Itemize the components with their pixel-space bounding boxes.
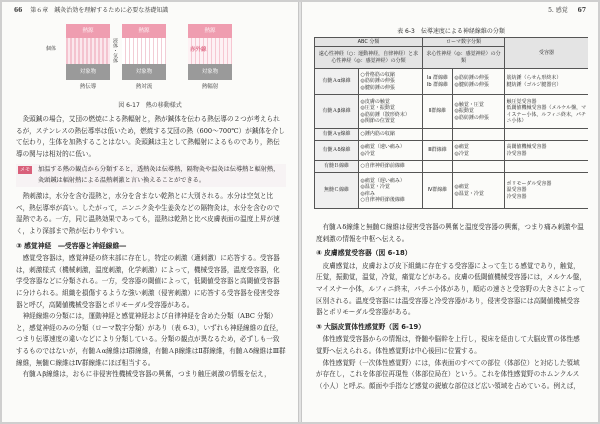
abc-cell: ◎痛覚（速い痛み） ◎冷覚 [359, 141, 423, 161]
receptor-cell: ポリモーダル受容器 温受容器 冷受容器 [505, 173, 588, 209]
target-object-label: 対象物 [79, 69, 97, 75]
figure-caption: 図 6-17 熱の移動様式 [118, 102, 182, 109]
table-row [315, 95, 589, 129]
heat-source-block [122, 24, 166, 38]
section-running-head: 5. 感覚 [548, 7, 568, 14]
roman-cell: ◎痛覚 ◎冷覚 [453, 141, 505, 161]
table-row [315, 129, 589, 141]
running-head-left [14, 7, 168, 15]
target-object-label: 対象物 [201, 69, 219, 75]
fiber-cell: 有髄Ｂ線維 [315, 161, 359, 173]
target-object-block [66, 64, 110, 80]
group-cell: Ⅱ群線維 [423, 95, 453, 129]
section-heading: ④ 皮膚感覚受容器（図 6-18） [316, 249, 412, 258]
table-header-row [315, 38, 589, 47]
roman-cell [453, 161, 505, 173]
nerve-fiber-table [314, 37, 588, 219]
group-cell: Ⅳ群線維 [423, 173, 453, 209]
table-row [315, 141, 589, 161]
heat-source-block [188, 24, 232, 38]
roman-header: ローマ数字分類 [423, 38, 505, 47]
fiber-cell: 有髄Ａα線維 [315, 69, 359, 95]
fiber-cell: 有髄Ａβ線維 [315, 95, 359, 129]
group-cell: Ⅲ群線維 [423, 141, 453, 161]
roman-cell: ◎痛覚 ◎温覚・冷覚 [453, 173, 505, 209]
target-object-block [122, 64, 166, 80]
right-body-text [316, 222, 586, 420]
receptor-cell [505, 161, 588, 173]
heat-source-block [66, 24, 110, 38]
paragraph: 神経線維の分類には，運動神経と感覚神経および自律神経を含めた分類（ABC 分類）と，感覚神経のみの分類（ローマ数字分類）があり（表 6-3），いずれも神経線維の直径，つまり伝導速度の違いなどにより分類している。分類の観点が異なるため，必ずしも一致するものではないが，有髄Ａα線維はⅠ群線維，有髄Ａβ線維はⅡ群線維，有髄Ａδ線維はⅢ群線維，無髄Ｃ線維はⅣ群線維にほぼ相当する。 [16, 312, 286, 367]
paragraph: 体性感覚受容器からの情報は，脊髄や脳幹を上行し，視床を経由して大脳皮質の体性感覚野へ伝えられる。体性感覚野は中心後回に位置する。 [316, 335, 580, 355]
abc-cell: ◎痛覚（遅い痛み） ◎温覚・冷覚 ◎痒み ○自律神経節後線維 [359, 173, 423, 209]
paragraph: 感覚受容器は，感覚神経の終末部に存在し，特定の刺激（適刺激）に応答する。受容器は，刺激様式（機械刺激，温度刺激，化学刺激）によって，機械受容器，温度受容器，化学受容器などに分類される。一方，受容器の閾値によって，低閾値受容器と高閾値受容器に分けられる。組織を損傷するような強い刺激（侵害刺激）に応答する受容器を侵害受容器と呼び，高閾値機械受容器とポリモーダル受容器がある。 [16, 254, 280, 309]
fiber-cell: 無髄Ｃ線維 [315, 173, 359, 209]
memo-text: 加温する熱の観点から分類すると，透熱灸は伝導熱，隔物灸や温灸は伝導熱と輻射熱，灸頭鍼は輻射熱による温熱刺激と言い換えることができる。 [38, 166, 280, 184]
paragraph: 有髄Ａδ線維と無髄Ｃ線維は侵害受容器の興奮と温度受容器の興奮，つまり痛み刺激や温度刺激の情報を中枢へ伝える。 [316, 223, 584, 243]
solid-medium-label: 個体 [46, 46, 57, 52]
paragraph: 体性感覚野（一次体性感覚野）には，体表面のすべての部位（体部位）と対応した領域が存在し，これを体部位再現性（体部位局在）という。これを体性感覚野のホムンクルス（小人）と呼ぶ。顔面や手指など感覚の鋭敏な部位ほど広い領域を占めている。例えば， [316, 358, 580, 390]
table-row [315, 161, 589, 173]
heat-source-label: 熱源 [82, 28, 94, 34]
roman-cell: ◎触覚・圧覚 ◎振動覚 ◎筋紡錘の伸張 [453, 95, 505, 129]
solid-medium-block [66, 38, 110, 64]
infrared-label: 赤外線 [190, 47, 207, 53]
fluid-medium-label: 液体・気体 [112, 38, 118, 63]
abc-cell: ○錘内筋の収縮 [359, 129, 423, 141]
receptor-header: 受容器 [505, 38, 588, 69]
infrared-block [188, 38, 232, 64]
chapter-running-head: 第６章 鍼灸治効を理解するために必要な基礎知識 [30, 7, 169, 14]
receptor-cell: 触圧覚受容器 低閾値機械受容器（メルケル盤，マイスナー小体，ルフィニ終末，パチニ小体） [505, 95, 588, 129]
fiber-cell: 有髄Ａγ線維 [315, 129, 359, 141]
page-number-left: 66 [14, 7, 23, 14]
table-title: 表 6-3 伝導速度による神経線維の分類 [397, 28, 505, 35]
heat-source-label: 熱源 [204, 28, 216, 34]
paragraph: 灸頭鍼の場合，艾団の燃焼による熱輻射と，熱が鍼体を伝わる熱伝導の２つが考えられるが，ステンレスの熱伝導率は低いため，燃焼する艾団の熱（600〜700℃）が鍼体を介して伝わり，生体を加熱することはない。灸頭鍼は主として熱輻射によるものであり，熱伝導の関与は相対的に低い。 [16, 115, 285, 158]
right-page [302, 2, 598, 422]
fiber-cell: 有髄Ａδ線維 [315, 141, 359, 161]
target-object-label: 対象物 [135, 69, 153, 75]
abc-cell: ○自律神経節前線維 [359, 161, 423, 173]
receptor-cell: 筋紡錘（らせん形終末） 腱紡錘（ゴルジ腱器官） [505, 69, 588, 95]
section-heading: ⑤ 大脳皮質体性感覚野（図 6-19） [316, 322, 426, 331]
convection-caption: 熱対流 [135, 84, 153, 90]
roman-cell [453, 129, 505, 141]
roman-subheader: 求心性神経（◎：感覚神経）の分類 [423, 47, 505, 69]
fluid-medium-block [122, 38, 166, 64]
memo-label: メモ [20, 167, 31, 174]
target-object-block [188, 64, 232, 80]
group-cell [423, 129, 453, 141]
abc-cell: ◎皮膚の触覚 ◎圧覚・振動覚 ◎筋紡錘（散形終末） ◎関節の位置覚 [359, 95, 423, 129]
group-cell [423, 161, 453, 173]
heat-source-label: 熱源 [138, 28, 150, 34]
table-row [315, 69, 589, 95]
group-cell: Ⅰa 群線維 Ⅰb 群線維 [423, 69, 453, 95]
paragraph: 有髄Ａβ線維は，おもに非侵害性機械受容器の興奮，つまり触圧刺激の情報を伝え， [22, 370, 271, 379]
radiation-panel [188, 22, 232, 96]
paragraph: 熱刺激は，水分を含む湿熱と，水分を含まない乾熱とに大別される。水分は空気と比べ，熱伝導率が高い。したがって，ニンニク灸や生姜灸などの隔物灸は，水分を含むので湿熱である。一方，同じ温熱効果であっても，湿熱は乾熱と比べ皮膚表面の温度上昇が速く，より深部まで熱が伝わりやすい。 [16, 192, 280, 235]
radiation-caption: 熱輻射 [201, 84, 219, 90]
abc-header: ABC 分類 [315, 38, 423, 47]
table [314, 37, 588, 209]
convection-panel [122, 22, 166, 96]
receptor-cell: 高閾値機械受容器 冷受容器 [505, 141, 588, 161]
conduction-caption: 熱伝導 [79, 84, 97, 90]
page-number-right: 67 [577, 7, 586, 14]
heat-transfer-figure [42, 22, 252, 96]
memo-box [16, 164, 286, 187]
receptor-cell [505, 129, 588, 141]
section-heading: ③ 感覚神経 ―受容器と神経線維― [16, 241, 127, 250]
left-page [2, 2, 298, 422]
abc-subheader: 遠心性神経（○：運動神経，自律神経）と求心性神経（◎：感覚神経）の分類 [315, 47, 423, 69]
conduction-panel [66, 22, 110, 96]
table-row [315, 173, 589, 209]
roman-cell: ◎筋紡錘の伸張 ◎腱紡錘の伸張 [453, 69, 505, 95]
left-body-text [16, 114, 286, 420]
abc-cell: ○骨格筋の収縮 ◎筋紡錘の伸張 ◎腱紡錘の伸張 [359, 69, 423, 95]
running-head-right [548, 7, 586, 15]
paragraph: 皮膚感覚は，皮膚および皮下組織に存在する受容器によって生じる感覚であり，触覚，圧覚，振動覚，温覚，冷覚，痛覚などがある。皮膚の低閾値機械受容器には，メルケル盤，マイスナー小体，ルフィニ終末，パチニ小体があり，順応の速さと受容野の大きさによって区別される。温度受容器には温受容器と冷受容器があり，侵害受容器には高閾値機械受容器とポリモーダル受容器がある。 [316, 261, 586, 317]
